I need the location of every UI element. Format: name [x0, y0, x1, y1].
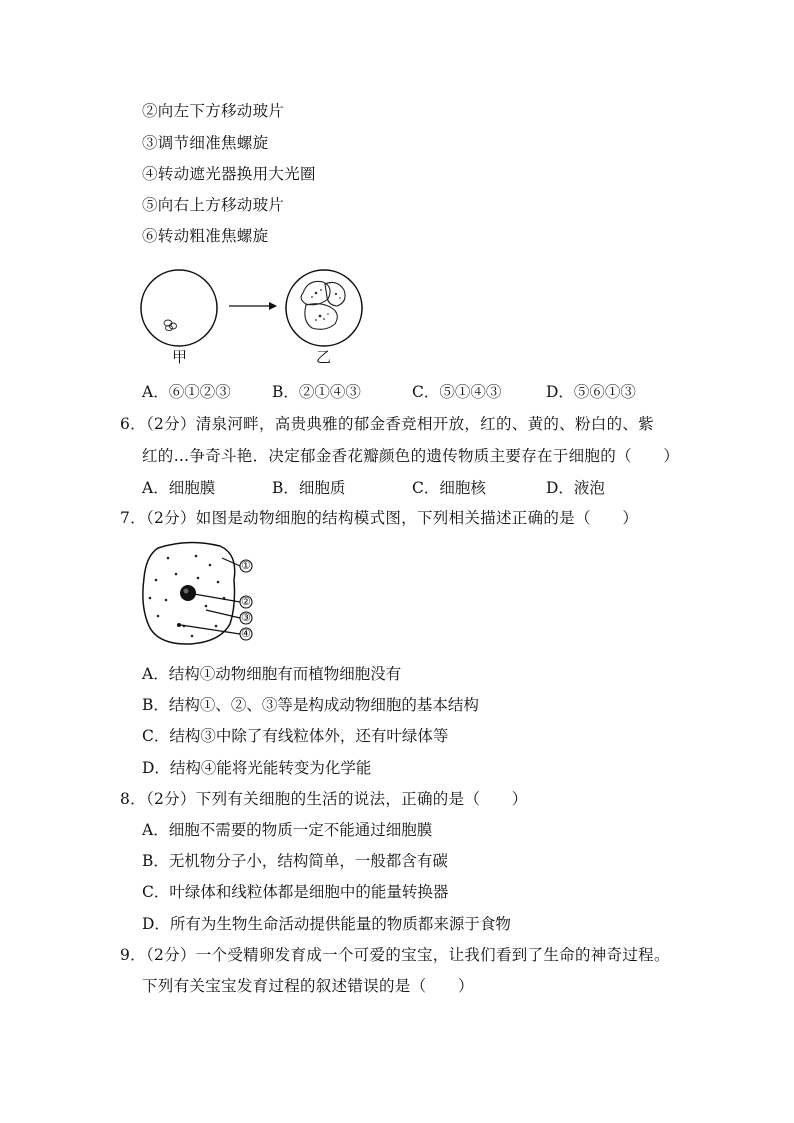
- q7-stem: 7．（2分）如图是动物细胞的结构模式图，下列相关描述正确的是（ ）: [120, 509, 639, 527]
- q5-option-b: B．②①④③: [272, 383, 361, 401]
- enlarged-cells: [301, 281, 345, 329]
- cell-nucleus: [180, 585, 196, 601]
- q5-option-d: D．⑤⑥①③: [546, 383, 636, 401]
- q5-option-a: A．⑥①②③: [142, 383, 231, 401]
- q5-label-yi: 乙: [316, 348, 332, 366]
- q8-option-c: C．叶绿体和线粒体都是细胞中的能量转换器: [142, 883, 449, 901]
- q5-option-c: C．⑤①④③: [412, 383, 502, 401]
- field-of-view-right: [286, 270, 362, 346]
- q7-label-2: ②: [241, 595, 251, 608]
- field-of-view-left: [141, 270, 217, 346]
- q8-option-b: B．无机物分子小，结构简单，一般都含有碳: [142, 852, 448, 870]
- q9-stem-line1: 9．（2分）一个受精卵发育成一个可爱的宝宝，让我们看到了生命的神奇过程。: [120, 946, 670, 964]
- q7-label-1: ①: [241, 559, 251, 572]
- q8-stem: 8．（2分）下列有关细胞的生活的说法，正确的是（ ）: [120, 790, 528, 808]
- arrow-head-icon: [269, 302, 277, 310]
- nucleolus: [184, 589, 189, 594]
- q9-stem-line2: 下列有关宝宝发育过程的叙述错误的是（ ）: [142, 977, 474, 995]
- q5-step-2: ②向左下方移动玻片: [142, 102, 285, 120]
- q5-step-6: ⑥转动粗准焦螺旋: [142, 227, 269, 245]
- q7-option-a: A．结构①动物细胞有而植物细胞没有: [142, 665, 402, 683]
- q7-option-b: B．结构①、②、③等是构成动物细胞的基本结构: [142, 696, 479, 714]
- q5-step-4: ④转动遮光器换用大光圈: [142, 165, 316, 183]
- q6-option-a: A．细胞膜: [142, 479, 216, 497]
- q5-step-5: ⑤向右上方移动玻片: [142, 196, 285, 214]
- q7-option-d: D．结构④能将光能转变为化学能: [142, 759, 372, 777]
- mitochondrion-dot: [177, 623, 181, 627]
- q7-label-4: ④: [241, 627, 251, 640]
- q8-option-a: A．细胞不需要的物质一定不能通过细胞膜: [142, 821, 433, 839]
- small-cells-lower-left: [164, 320, 177, 331]
- q8-option-d: D．所有为生物生命活动提供能量的物质都来源于食物: [142, 915, 511, 933]
- q7-option-c: C．结构③中除了有线粒体外，还有叶绿体等: [142, 727, 449, 745]
- q6-option-b: B．细胞质: [272, 479, 346, 497]
- q5-label-jia: 甲: [172, 348, 188, 366]
- q6-stem-line2: 红的…争奇斗艳．决定郁金香花瓣颜色的遗传物质主要存在于细胞的（ ）: [142, 447, 680, 465]
- q5-step-3: ③调节细准焦螺旋: [142, 134, 269, 152]
- q6-option-d: D．液泡: [546, 479, 605, 497]
- q5-microscope-figure: [138, 266, 378, 350]
- q7-label-3: ③: [241, 611, 251, 624]
- q6-stem-line1: 6．（2分）清泉河畔，高贵典雅的郁金香竞相开放，红的、黄的、粉白的、紫: [120, 415, 654, 433]
- q6-option-c: C．细胞核: [412, 479, 486, 497]
